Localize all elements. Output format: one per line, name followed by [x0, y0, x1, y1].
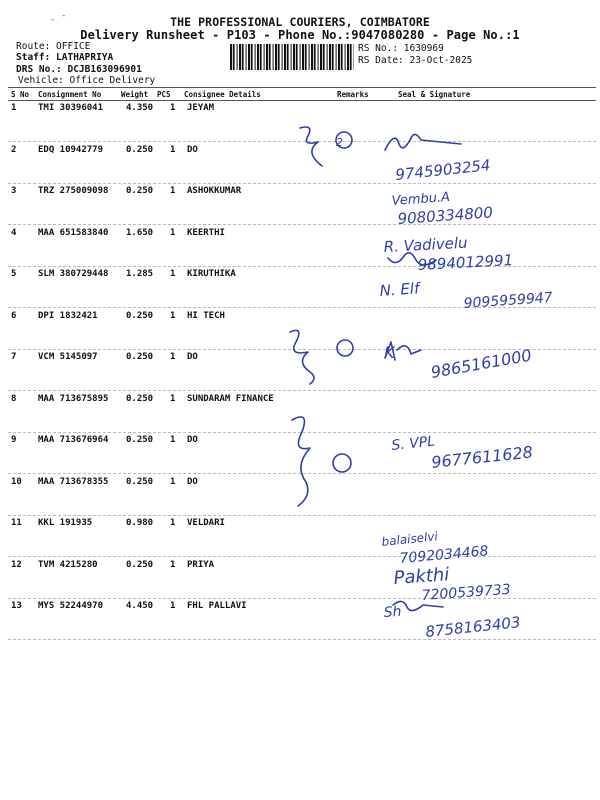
barcode-bar — [287, 44, 289, 70]
barcode-bar — [332, 44, 334, 70]
handwritten-text — [336, 136, 553, 641]
ink-strokes — [290, 127, 461, 611]
row-2-consignment: EDQ 10942779 — [38, 144, 104, 155]
remark-scribble-3 — [292, 417, 310, 506]
row-10-consignee: DO — [187, 476, 198, 487]
row-10-pcs: 1 — [170, 476, 176, 487]
staff-label: Staff: LATHAPRIYA — [16, 52, 114, 63]
row-8-consignment: MAA 713675895 — [38, 393, 109, 404]
row-5-sno: 5 — [11, 269, 17, 279]
barcode-bar — [314, 44, 316, 70]
row-2-weight: 0.250 — [126, 144, 154, 155]
row-4-weight: 1.650 — [126, 227, 154, 238]
barcode-bar — [318, 44, 319, 70]
barcode-bar — [311, 44, 313, 70]
row-6-pcs: 1 — [170, 310, 176, 321]
row-9-weight: 0.250 — [126, 435, 154, 445]
col-header-seal: Seal & Signature — [398, 90, 471, 99]
col-header-consignee: Consignee Details — [184, 90, 261, 99]
row-6-consignee: HI TECH — [187, 310, 225, 321]
row-separator — [8, 390, 596, 391]
row-11-pcs: 1 — [170, 518, 176, 528]
rs-date: RS Date: 23-Oct-2025 — [358, 55, 473, 66]
row-12-sno: 12 — [11, 559, 22, 570]
row-3-consignment: TRZ 275009098 — [38, 186, 109, 196]
row-9-pcs: 1 — [170, 435, 176, 445]
row-10-weight: 0.250 — [126, 476, 154, 487]
rs-number: RS No.: 1630969 — [358, 43, 444, 54]
barcode-bar — [309, 44, 310, 70]
col-header-remarks: Remarks — [337, 90, 369, 99]
row-7-sno: 7 — [11, 352, 17, 362]
row-separator — [8, 307, 596, 308]
row-11-consignee: VELDARI — [187, 518, 225, 528]
row-12-pcs: 1 — [170, 559, 176, 570]
row-5-pcs: 1 — [170, 269, 176, 279]
remark-scribble-2 — [290, 330, 314, 384]
row-10-sno: 10 — [11, 476, 22, 487]
signature-row-4 — [388, 253, 436, 265]
phone-row-5: 9095959947 — [463, 289, 554, 312]
table-header-rule — [8, 100, 596, 101]
barcode-bar — [350, 44, 352, 70]
col-header-pcs: PCS — [157, 90, 171, 99]
barcode-bar — [248, 44, 250, 70]
row-11-consignment: KKL 191935 — [38, 518, 93, 528]
row-separator — [8, 473, 596, 474]
row-4-sno: 4 — [11, 227, 17, 238]
signer-name-row-12: Pakthi — [392, 564, 450, 589]
barcode-bar — [264, 44, 265, 70]
signer-name-row-7: K — [384, 343, 395, 362]
row-5-weight: 1.285 — [126, 269, 154, 279]
row-6-weight: 0.250 — [126, 310, 154, 321]
row-1-weight: 4.350 — [126, 103, 154, 113]
remark-circle-1 — [336, 132, 352, 148]
row-4-consignee: KEERTHI — [187, 227, 225, 238]
row-separator — [8, 556, 596, 557]
drs-number: DRS No.: DCJB163096901 — [16, 64, 142, 75]
row-11-sno: 11 — [11, 518, 22, 528]
barcode-bar — [269, 44, 271, 70]
runsheet-title: Delivery Runsheet - P103 - Phone No.:9047080280 - Page No.:1 — [80, 28, 520, 42]
row-8-sno: 8 — [11, 393, 17, 404]
row-12-weight: 0.250 — [126, 559, 154, 570]
remark-scribble-1 — [300, 127, 322, 166]
row-6-consignment: DPI 1832421 — [38, 310, 98, 321]
row-1-sno: 1 — [11, 103, 17, 113]
row-13-pcs: 1 — [170, 601, 176, 611]
vehicle-label: Vehicle: Office Delivery — [18, 75, 156, 86]
row-13-weight: 4.450 — [126, 601, 154, 611]
row-9-consignee: DO — [187, 435, 198, 445]
barcode-bar — [291, 44, 292, 70]
row-7-pcs: 1 — [170, 352, 176, 362]
signer-name-row-5: N. Elf — [379, 279, 420, 300]
signature-row-7 — [385, 342, 421, 360]
phone-row-9: 9677611628 — [430, 442, 534, 472]
col-header-sno: S No — [11, 90, 30, 99]
barcode-bar — [296, 44, 298, 70]
remark-circle-3 — [333, 454, 351, 472]
barcode-bar — [246, 44, 247, 70]
signer-name-row-3: Vembu.A — [391, 189, 451, 209]
barcode-bar — [275, 44, 277, 70]
row-4-pcs: 1 — [170, 227, 176, 238]
barcode-bar — [302, 44, 304, 70]
phone-row-1: 9745903254 — [394, 156, 492, 184]
barcode-bar — [273, 44, 274, 70]
row-separator — [8, 349, 596, 350]
company-title: THE PROFESSIONAL COURIERS, COIMBATORE — [170, 15, 430, 29]
row-8-consignee: SUNDARAM FINANCE — [187, 393, 274, 404]
row-1-consignee: JEYAM — [187, 103, 215, 113]
row-2-pcs: 1 — [170, 144, 176, 155]
row-2-consignee: DO — [187, 144, 198, 155]
phone-row-4: 9894012991 — [417, 251, 514, 274]
row-8-weight: 0.250 — [126, 393, 154, 404]
row-1-consignment: TMI 30396041 — [38, 103, 104, 113]
barcode-bar — [278, 44, 280, 70]
barcode-bar — [341, 44, 343, 70]
barcode-image — [230, 44, 354, 70]
col-header-consignment: Consignment No — [38, 90, 102, 99]
barcode-bar — [345, 44, 346, 70]
row-6-sno: 6 — [11, 310, 17, 321]
row-separator — [8, 183, 596, 184]
row-3-pcs: 1 — [170, 186, 176, 196]
route-label: Route: OFFICE — [16, 41, 91, 52]
phone-row-11: 7092034468 — [398, 543, 490, 567]
row-4-consignment: MAA 651583840 — [38, 227, 109, 238]
barcode-bar — [338, 44, 340, 70]
barcode-bar — [284, 44, 286, 70]
row-8-pcs: 1 — [170, 393, 176, 404]
row-2-sno: 2 — [11, 144, 17, 155]
barcode-bar — [260, 44, 262, 70]
signature-row-13 — [393, 601, 443, 610]
barcode-bar — [327, 44, 328, 70]
phone-row-12: 7200539733 — [421, 581, 512, 604]
row-12-consignee: PRIYA — [187, 559, 215, 570]
signer-name-row-4: R. Vadivelu — [383, 233, 469, 256]
barcode-bar — [242, 44, 244, 70]
signer-name-row-13: Sh — [383, 603, 403, 621]
signer-name-row-11: balaiselvi — [380, 529, 439, 549]
row-5-consignment: SLM 380729448 — [38, 269, 109, 279]
row-11-weight: 0.980 — [126, 518, 154, 528]
row-13-consignment: MYS 52244970 — [38, 601, 104, 611]
row-7-consignee: DO — [187, 352, 198, 362]
row-7-weight: 0.250 — [126, 352, 154, 362]
signature-row-1 — [385, 134, 461, 150]
row-separator — [8, 224, 596, 225]
phone-row-3: 9080334800 — [397, 203, 494, 228]
barcode-bar — [266, 44, 268, 70]
row-7-consignment: VCM 5145097 — [38, 352, 98, 362]
row-3-consignee: ASHOKKUMAR — [187, 186, 242, 196]
barcode-bar — [320, 44, 322, 70]
barcode-bar — [323, 44, 325, 70]
barcode-bar — [293, 44, 295, 70]
barcode-bar — [336, 44, 337, 70]
row-9-sno: 9 — [11, 435, 17, 445]
barcode-bar — [347, 44, 349, 70]
row-1-pcs: 1 — [170, 103, 176, 113]
barcode-bar — [230, 44, 232, 70]
table-top-rule — [8, 87, 596, 88]
row-separator — [8, 266, 596, 267]
phone-row-13: 8758163403 — [424, 613, 522, 641]
barcode-bar — [305, 44, 307, 70]
corner-mark: - ¯ — [50, 15, 67, 25]
row-5-consignee: KIRUTHIKA — [187, 269, 236, 279]
barcode-bar — [329, 44, 331, 70]
barcode-bar — [300, 44, 301, 70]
row-13-sno: 13 — [11, 601, 22, 611]
row-3-sno: 3 — [11, 186, 17, 196]
row-separator — [8, 515, 596, 516]
col-header-weight: Weight — [121, 90, 149, 99]
row-10-consignment: MAA 713678355 — [38, 476, 109, 487]
row-separator — [8, 598, 596, 599]
row-9-consignment: MAA 713676964 — [38, 435, 109, 445]
barcode-bar — [239, 44, 241, 70]
barcode-bar — [233, 44, 235, 70]
barcode-bar — [237, 44, 238, 70]
barcode-bar — [255, 44, 256, 70]
row-separator — [8, 639, 596, 640]
row-3-weight: 0.250 — [126, 186, 154, 196]
row-separator — [8, 141, 596, 142]
row-separator — [8, 432, 596, 433]
barcode-bar — [257, 44, 259, 70]
phone-row-7: 9865161000 — [429, 345, 533, 382]
barcode-bar — [251, 44, 253, 70]
remark-number-2: 2 — [336, 136, 343, 149]
row-12-consignment: TVM 4215280 — [38, 559, 98, 570]
barcode-bar — [282, 44, 283, 70]
signer-name-row-9: S. VPL — [390, 433, 436, 454]
row-13-consignee: FHL PALLAVI — [187, 601, 247, 611]
